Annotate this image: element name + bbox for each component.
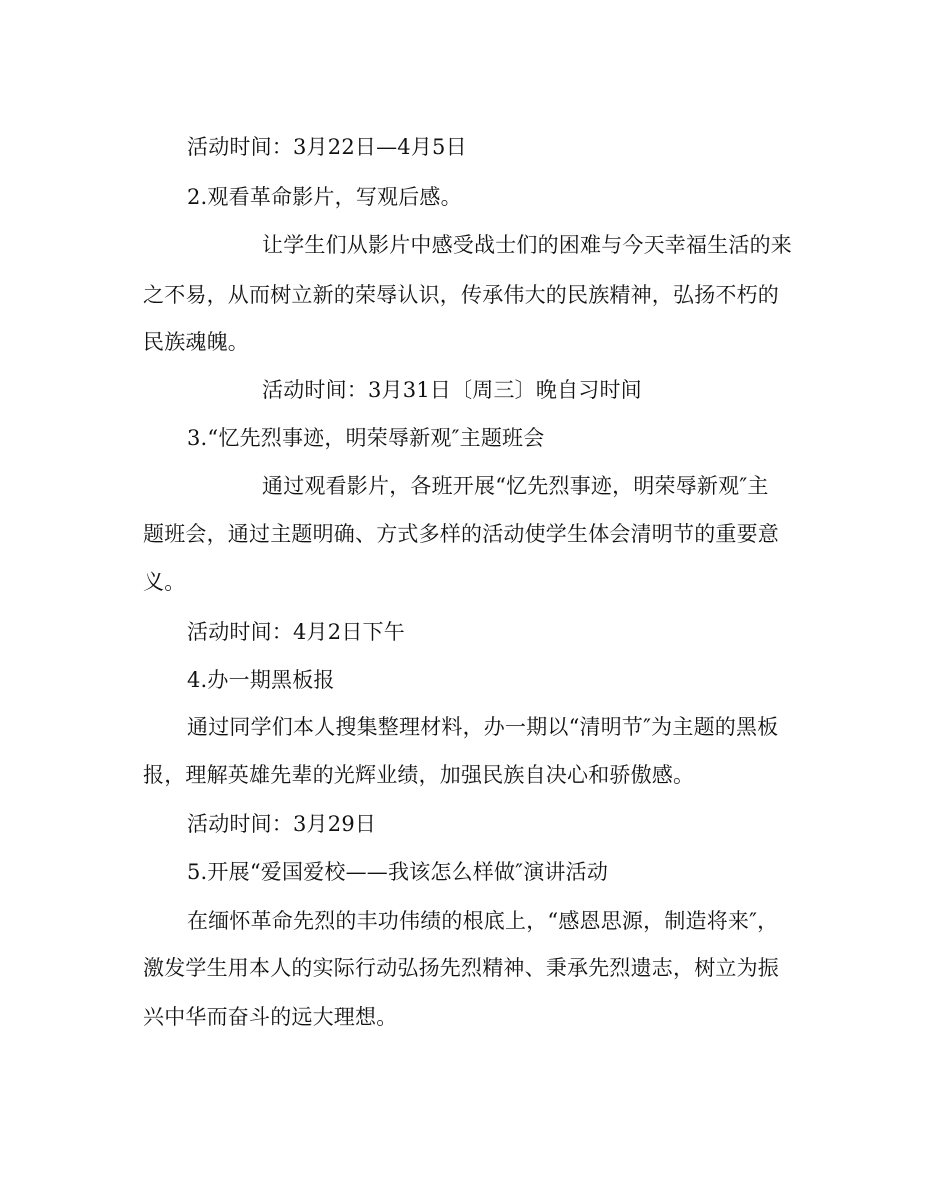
item-heading: 3.“忆先烈事迹，明荣辱新观″主题班会 (187, 426, 545, 450)
item-heading: 4.办一期黑板报 (187, 668, 335, 692)
paragraph-line: 通过同学们本人搜集整理材料，办一期以“清明节″为主题的黑板 (187, 715, 779, 739)
item-heading: 2.观看革命影片，写观后感。 (187, 185, 462, 209)
paragraph-line: 题班会，通过主题明确、方式多样的活动使学生体会清明节的重要意 (143, 522, 779, 546)
activity-time-line: 活动时间：3月22日—4月5日 (187, 135, 467, 159)
activity-time-line: 活动时间：3月31日〔周三〕晚自习时间 (262, 378, 642, 402)
item-heading: 5.开展“爱国爱校——我该怎么样做″演讲活动 (187, 860, 609, 884)
paragraph-line: 让学生们从影片中感受战士们的困难与今天幸福生活的来 (262, 233, 792, 257)
activity-time-line: 活动时间：3月29日 (187, 812, 377, 836)
paragraph-line: 激发学生用本人的实际行动弘扬先烈精神、秉承先烈遗志，树立为振 (143, 956, 779, 980)
paragraph-line: 在缅怀革命先烈的丰功伟绩的根底上，“感恩思源，制造将来″， (187, 909, 779, 933)
paragraph-line: 通过观看影片，各班开展“忆先烈事迹，明荣辱新观″主 (262, 474, 769, 498)
paragraph-line: 之不易，从而树立新的荣辱认识，传承伟大的民族精神，弘扬不朽的 (143, 283, 779, 307)
activity-time-line: 活动时间：4月2日下午 (187, 620, 405, 644)
paragraph-line: 民族魂魄。 (143, 330, 249, 354)
paragraph-line: 义。 (143, 570, 186, 594)
paragraph-line: 报，理解英雄先辈的光辉业绩，加强民族自决心和骄傲感。 (143, 763, 695, 787)
paragraph-line: 兴中华而奋斗的远大理想。 (143, 1005, 398, 1029)
